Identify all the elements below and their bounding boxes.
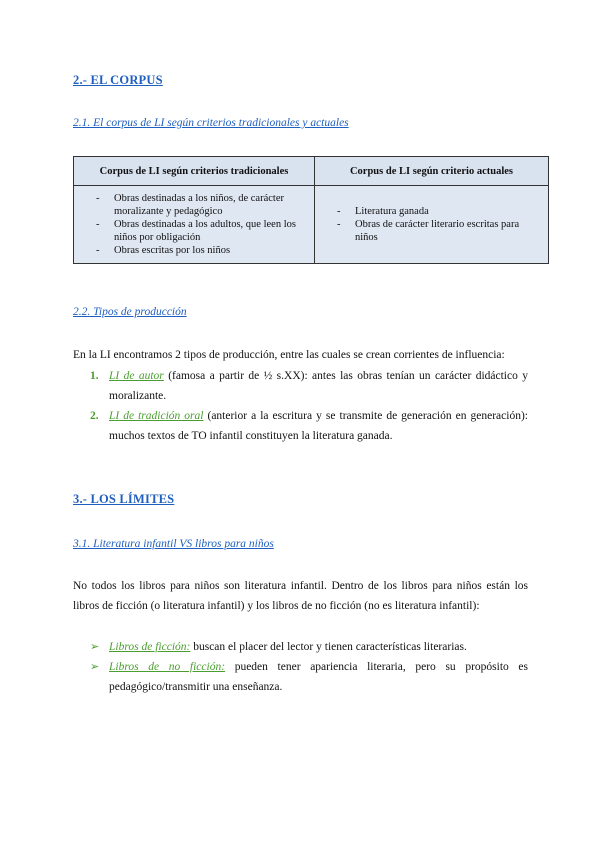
- list-number: 2.: [90, 410, 99, 422]
- list-item: - Obras escritas por los niños: [96, 245, 231, 256]
- book-types-list: [73, 637, 528, 697]
- list-number: 1.: [90, 370, 99, 382]
- subheading-corpus-criteria: 2.1. El corpus de LI según criterios tradicionales y actuales: [73, 117, 349, 129]
- corpus-table: [73, 156, 549, 264]
- term-oral-tradition: LI de tradición oral: [109, 410, 204, 422]
- section-heading-corpus: 2.- EL CORPUS: [73, 73, 163, 87]
- list-item: - Obras destinadas a los adultos, que leen los niños por obligación: [96, 219, 296, 243]
- dash-marker: -: [337, 206, 341, 217]
- term-nonfiction-books: Libros de no ficción:: [109, 661, 226, 673]
- paragraph-limits: No todos los libros para niños son literatura infantil. Dentro de los libros para niños están los libros de ficción (o literatura infantil) y los libros de no ficción (no es literatura infantil):: [73, 580, 528, 612]
- dash-marker: -: [96, 245, 100, 256]
- table-header-traditional: Corpus de LI según criterios tradicionales: [74, 157, 315, 186]
- arrow-bullet-icon: ➢: [90, 661, 100, 673]
- term-fiction-books: Libros de ficción:: [109, 641, 191, 653]
- list-item: - Obras de carácter literario escritas para niños: [337, 219, 520, 243]
- list-item: ➢ Libros de ficción: buscan el placer del lector y tienen características literarias.: [73, 637, 528, 657]
- list-item: - Obras destinadas a los niños, de carácter moralizante y pedagógico: [96, 193, 284, 217]
- arrow-bullet-icon: ➢: [90, 641, 100, 653]
- dash-marker: -: [337, 219, 341, 230]
- dash-marker: -: [96, 193, 100, 204]
- section-heading-limits: 3.- LOS LÍMITES: [73, 492, 175, 506]
- table-cell-current: [315, 186, 549, 264]
- term-author-li: LI de autor: [109, 370, 164, 382]
- production-types-list: [73, 366, 528, 446]
- list-item: 1. LI de autor (famosa a partir de ½ s.XX): antes las obras tenían un carácter didáctico y moralizante.: [73, 366, 528, 406]
- subheading-production-types: 2.2. Tipos de producción: [73, 306, 187, 318]
- paragraph-production-intro: En la LI encontramos 2 tipos de producción, entre las cuales se crean corrientes de influencia:: [73, 349, 505, 361]
- table-header-current: Corpus de LI según criterio actuales: [315, 157, 549, 186]
- table-cell-traditional: [74, 186, 315, 264]
- list-item: ➢ Libros de no ficción: pueden tener apariencia literaria, pero su propósito es pedagógico/transmitir una enseñanza.: [73, 657, 528, 697]
- dash-marker: -: [96, 219, 100, 230]
- list-item: 2. LI de tradición oral (anterior a la escritura y se transmite de generación en generación): muchos textos de TO infantil constituyen la literatura ganada.: [73, 406, 528, 446]
- subheading-li-vs-books: 3.1. Literatura infantil VS libros para niños: [73, 538, 274, 550]
- list-item: - Literatura ganada: [337, 206, 429, 217]
